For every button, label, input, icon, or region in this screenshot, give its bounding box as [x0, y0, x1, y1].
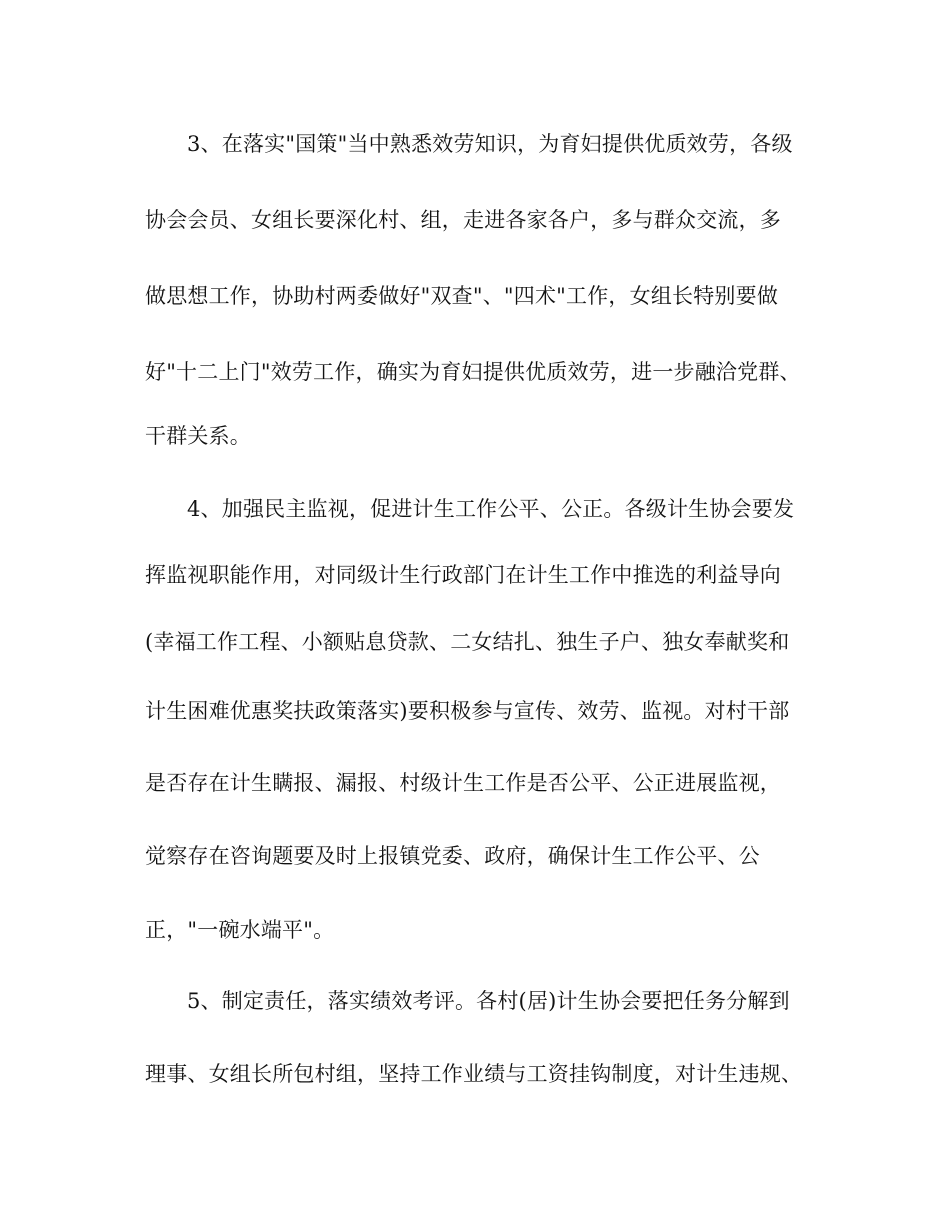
paragraph-4-line-4: 计生困难优惠奖扶政策落实)要积极参与宣传、效劳、监视。对村干部 — [145, 699, 790, 723]
paragraph-4-line-5: 是否存在计生瞒报、漏报、村级计生工作是否公平、公正进展监视， — [145, 771, 781, 795]
paragraph-4-line-7: 正，"一碗水端平"。 — [145, 918, 335, 942]
paragraph-4-line-6: 觉察存在咨询题要及时上报镇党委、政府，确保计生工作公平、公 — [145, 844, 760, 868]
paragraph-3-line-1: 3、在落实"国策"当中熟悉效劳知识，为育妇提供优质效劳，各级 — [187, 132, 793, 156]
paragraph-3-line-2: 协会会员、女组长要深化村、组，走进各家各户，多与群众交流，多 — [145, 208, 781, 232]
paragraph-4-line-1: 4、加强民主监视，促进计生工作公平、公正。各级计生协会要发 — [187, 497, 795, 521]
paragraph-4-line-2: 挥监视职能作用，对同级计生行政部门在计生工作中推选的利益导向 — [145, 563, 781, 587]
paragraph-5-line-2: 理事、女组长所包村组，坚持工作业绩与工资挂钩制度，对计生违规、 — [145, 1062, 803, 1086]
paragraph-3-line-4: 好"十二上门"效劳工作，确实为育妇提供优质效劳，进一步融洽党群、 — [145, 360, 801, 384]
paragraph-5-line-1: 5、制定责任，落实绩效考评。各村(居)计生协会要把任务分解到 — [187, 989, 790, 1013]
paragraph-4-line-3: (幸福工作工程、小额贴息贷款、二女结扎、独生子户、独女奉献奖和 — [145, 630, 790, 654]
paragraph-3-line-3: 做思想工作，协助村两委做好"双查"、"四术"工作，女组长特别要做 — [145, 284, 779, 308]
paragraph-3-line-5: 干群关系。 — [145, 424, 251, 448]
